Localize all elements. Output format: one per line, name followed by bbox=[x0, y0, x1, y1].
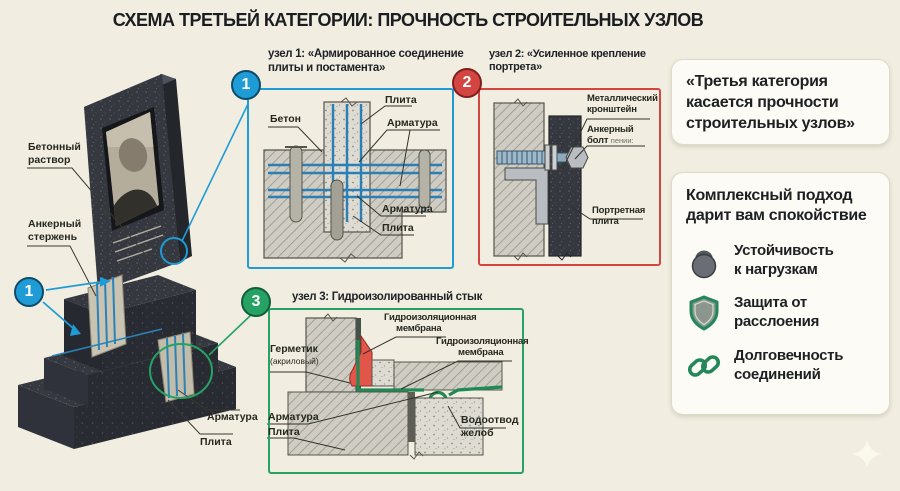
benefit-item-protection: Защита от расслоения bbox=[686, 294, 875, 332]
benefits-card bbox=[671, 172, 890, 415]
quote-line: касается прочности bbox=[686, 94, 839, 112]
label-node3-membrane-a: Гидроизоляционная мембрана bbox=[384, 312, 477, 335]
node2-badge: 2 bbox=[452, 68, 482, 98]
chain-link-icon bbox=[686, 348, 722, 384]
label-node3-slab: Плита bbox=[268, 426, 300, 438]
label-node3-drain: Водоотвод желоб bbox=[461, 414, 519, 439]
label-node1-slab-top: Плита bbox=[385, 94, 417, 106]
node1-title: узел 1: «Армированное соединение плиты и постамента» bbox=[268, 48, 464, 74]
benefit-item-durability: Долговечность соединений bbox=[686, 347, 875, 385]
label-monument-rebar: Арматура bbox=[207, 411, 258, 423]
quote-line: «Третья категория bbox=[686, 73, 828, 90]
label-anchor-rod: Анкерный стержень bbox=[28, 218, 82, 243]
label-node1-slab-bottom: Плита bbox=[382, 222, 414, 234]
label-node3-rebar: Арматура bbox=[268, 411, 319, 423]
label-node1-rebar-top: Арматура bbox=[387, 117, 438, 129]
label-monument-slab: Плита bbox=[200, 436, 232, 448]
label-node2-anchor-bolt: Анкерный болт пении: bbox=[587, 124, 634, 147]
quote-line: строительных узлов» bbox=[686, 115, 855, 133]
node3-badge: 3 bbox=[241, 287, 271, 317]
monument-badge: 1 bbox=[14, 277, 44, 307]
label-node2-artifact: пении: bbox=[610, 136, 634, 146]
label-concrete-mortar: Бетонный раствор bbox=[28, 141, 81, 166]
monument-illustration bbox=[18, 74, 236, 449]
label-node1-rebar-bottom: Арматура bbox=[382, 203, 433, 215]
benefits-heading: Комплексный подход дарит вам спокойствие bbox=[686, 187, 867, 225]
page-title: СХЕМА ТРЕТЬЕЙ КАТЕГОРИИ: ПРОЧНОСТЬ СТРОИТЕЛЬНЫХ УЗЛОВ bbox=[112, 10, 704, 30]
sparkle-icon bbox=[852, 440, 882, 468]
benefit-item-stability: Устойчивость к нагрузкам bbox=[686, 242, 875, 280]
node1-badge: 1 bbox=[231, 70, 261, 100]
node2-title: узел 2: «Усиленное крепление портрета» bbox=[489, 48, 646, 73]
kettlebell-icon bbox=[686, 243, 722, 279]
label-node1-concrete: Бетон bbox=[270, 113, 302, 125]
shield-icon bbox=[686, 295, 722, 331]
quote-card bbox=[671, 59, 890, 145]
label-node2-portrait-slab: Портретная плита bbox=[592, 205, 646, 228]
label-node3-membrane-b: Гидроизоляционная мембрана bbox=[436, 336, 529, 359]
label-node3-sealant: Герметик (акриловый) bbox=[270, 343, 319, 366]
node3-title: узел 3: Гидроизолированный стык bbox=[292, 291, 483, 303]
label-node2-bracket: Металлический кронштейн bbox=[587, 93, 658, 116]
